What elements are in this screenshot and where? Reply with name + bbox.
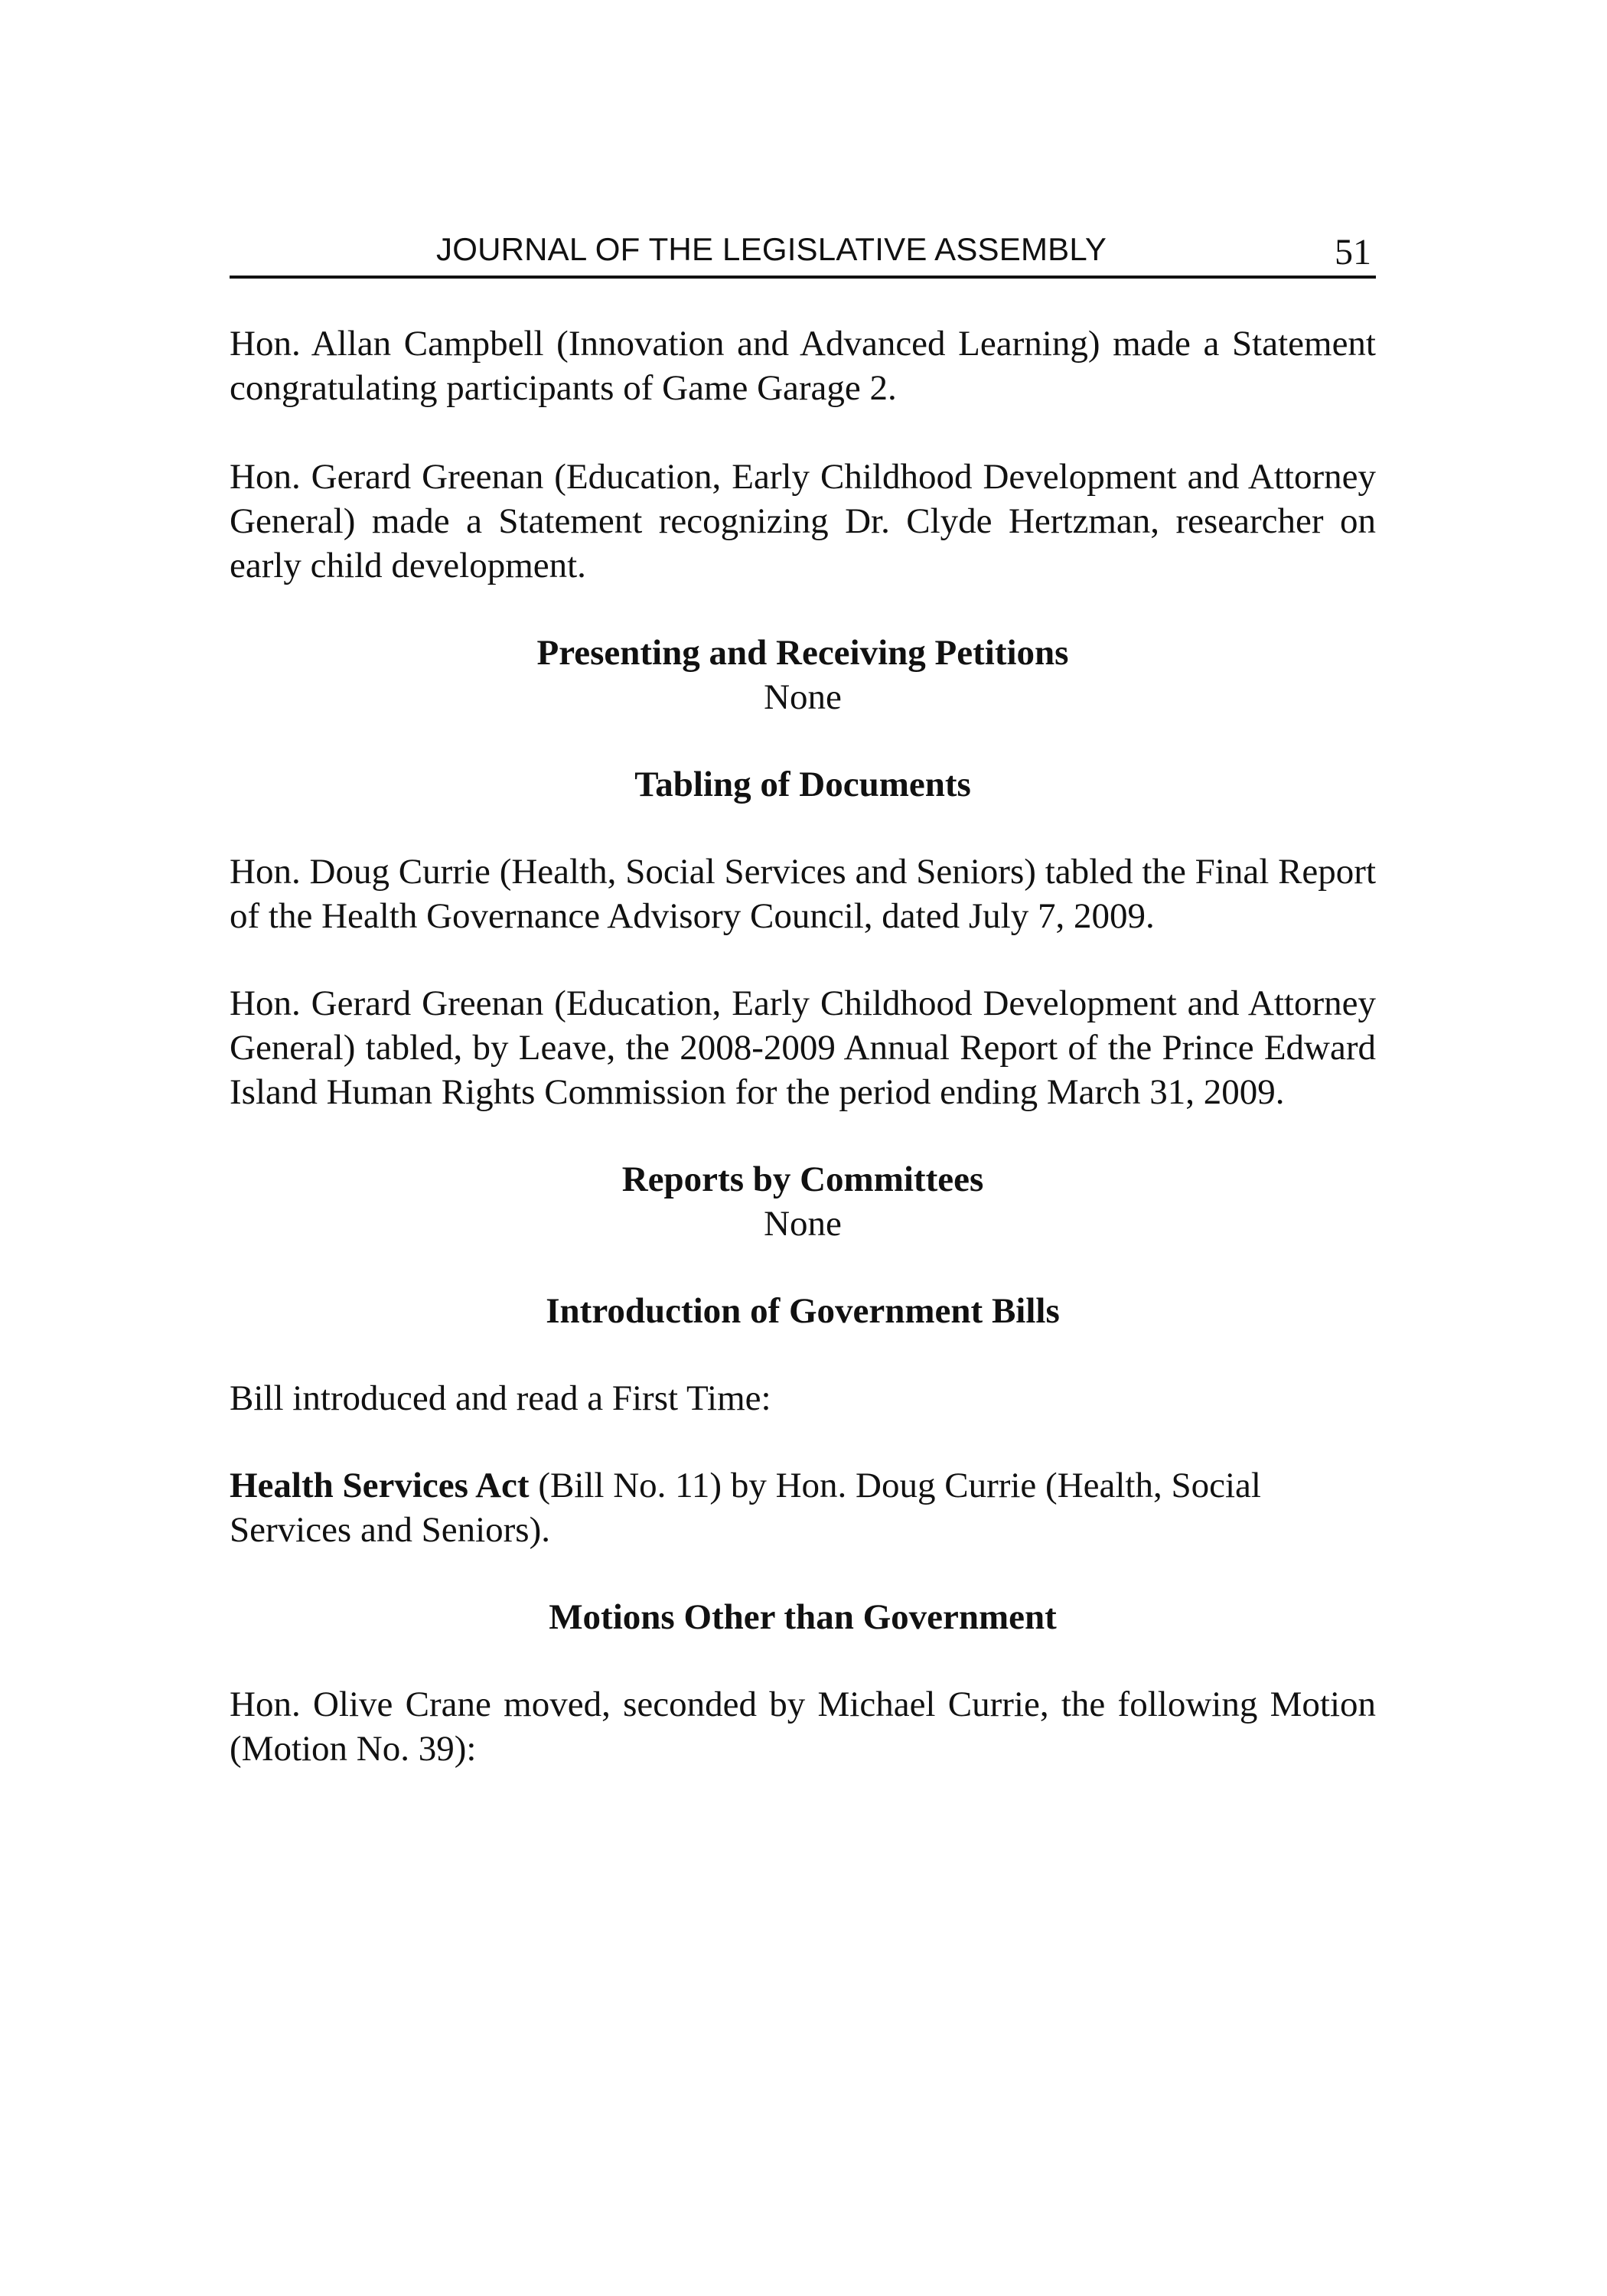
spacer xyxy=(230,938,1376,981)
spacer xyxy=(230,410,1376,455)
heading-motions: Motions Other than Government xyxy=(549,1597,1057,1637)
spacer xyxy=(230,807,1376,850)
campbell-statement-paragraph: Hon. Allan Campbell (Innovation and Advanced Learning) made a Statement congratulating participants of Game Garage 2. xyxy=(230,324,1376,408)
bill-detail: (Bill No. 11) by Hon. Doug Currie (Health, Social Services and Seniors). xyxy=(230,1466,1261,1550)
spacer xyxy=(230,1552,1376,1595)
spacer xyxy=(230,588,1376,631)
greenan-tabled-paragraph: Hon. Gerard Greenan (Education, Early Childhood Development and Attorney General) tabled, by Leave, the 2008-2009 Annual Report of the Prince Edward Island Human Rights Commission for the period ending March 31, 2009. xyxy=(230,983,1376,1112)
heading-petitions: Presenting and Receiving Petitions xyxy=(536,633,1069,673)
page-number: 51 xyxy=(1335,232,1371,272)
bill-entry xyxy=(230,1463,1376,1552)
bill-intro-line: Bill introduced and read a First Time: xyxy=(230,1378,771,1418)
greenan-statement-paragraph: Hon. Gerard Greenan (Education, Early Childhood Development and Attorney General) made a Statement recognizing Dr. Clyde Hertzman, researcher on early child development. xyxy=(230,457,1376,585)
spacer xyxy=(230,1639,1376,1682)
journal-title: JOURNAL OF THE LEGISLATIVE ASSEMBLY xyxy=(436,231,1107,267)
spacer xyxy=(230,1333,1376,1376)
running-header xyxy=(230,228,1376,279)
heading-government-bills: Introduction of Government Bills xyxy=(546,1291,1060,1331)
spacer xyxy=(230,1246,1376,1289)
reports-none: None xyxy=(764,1204,842,1244)
spacer xyxy=(230,719,1376,762)
spacer xyxy=(230,1420,1376,1463)
currie-tabled-paragraph: Hon. Doug Currie (Health, Social Services and Seniors) tabled the Final Report of the Health Governance Advisory Council, dated July 7, 2009. xyxy=(230,852,1376,936)
journal-body xyxy=(230,321,1376,1771)
heading-tabling: Tabling of Documents xyxy=(634,765,971,804)
bill-title: Health Services Act xyxy=(230,1466,530,1505)
crane-motion-paragraph: Hon. Olive Crane moved, seconded by Michael Currie, the following Motion (Motion No. 39): xyxy=(230,1684,1376,1769)
petitions-none: None xyxy=(764,677,842,717)
spacer xyxy=(230,1114,1376,1157)
heading-reports: Reports by Committees xyxy=(621,1159,984,1199)
